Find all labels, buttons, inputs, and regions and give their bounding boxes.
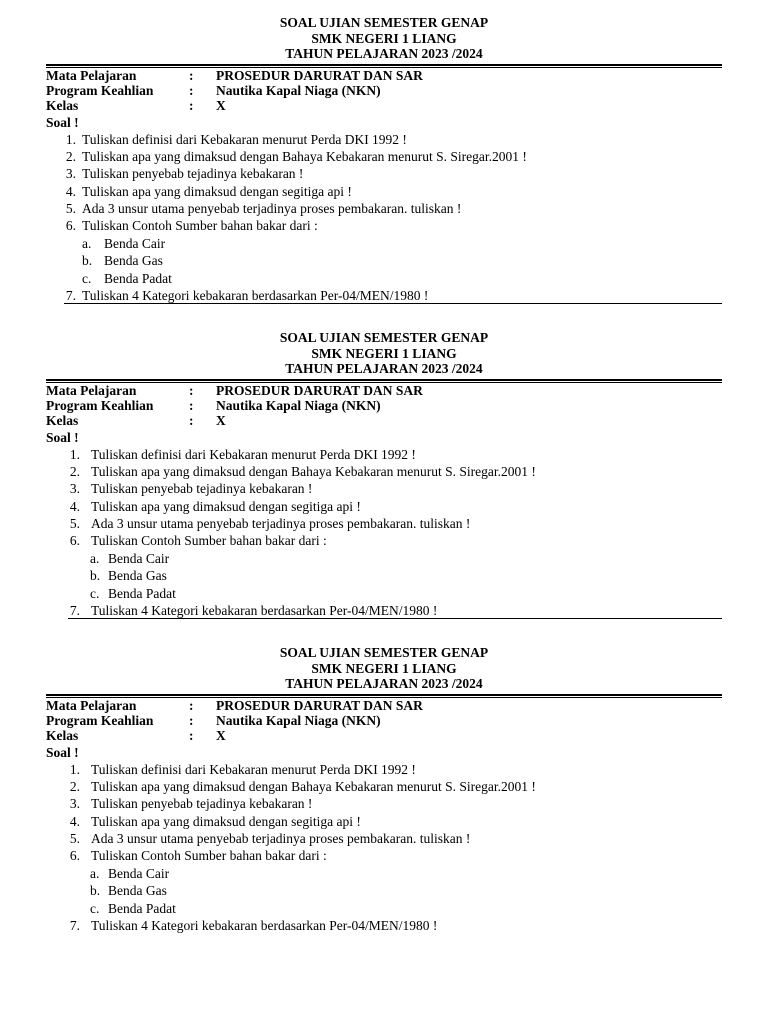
question-text: Tuliskan penyebab tejadinya kebakaran ! [82, 166, 304, 182]
sub-item [46, 567, 722, 584]
question-number: 1. [69, 761, 80, 777]
meta-colon: : [189, 712, 194, 728]
header-title: SOAL UJIAN SEMESTER GENAP [279, 330, 489, 345]
sub-letter: b. [82, 253, 93, 269]
meta-label: Program Keahlian [46, 82, 154, 98]
meta-program [46, 83, 722, 98]
question-number: 1. [69, 446, 80, 462]
meta-colon: : [189, 67, 194, 83]
meta-colon: : [189, 397, 194, 413]
question-number: 3. [65, 166, 76, 182]
meta-colon: : [189, 697, 194, 713]
question-item [46, 795, 722, 812]
exam-sheet-2 [46, 330, 722, 619]
sub-text: Benda Cair [108, 865, 170, 881]
sub-letter: b. [90, 568, 101, 584]
sub-letter: c. [82, 270, 92, 286]
meta-colon: : [189, 97, 194, 113]
sub-text: Benda Gas [104, 253, 163, 269]
header-title: SOAL UJIAN SEMESTER GENAP [279, 645, 489, 660]
question-number: 6. [65, 218, 76, 234]
soal-label: Soal ! [46, 114, 79, 130]
meta-value: X [216, 727, 226, 743]
sub-letter: b. [90, 883, 101, 899]
question-item [46, 480, 722, 497]
meta-value: Nautika Kapal Niaga (NKN) [216, 397, 381, 413]
question-text: Tuliskan apa yang dimaksud dengan segitiga api ! [91, 813, 361, 829]
header-year: TAHUN PELAJARAN 2023 /2024 [285, 361, 483, 376]
question-item [46, 131, 722, 148]
sub-item [46, 252, 722, 269]
header-school: SMK NEGERI 1 LIANG [311, 660, 457, 676]
meta-colon: : [189, 727, 194, 743]
sub-text: Benda Cair [104, 235, 166, 251]
question-item [46, 498, 722, 515]
sub-item [46, 585, 722, 602]
meta-subject [46, 68, 722, 83]
sub-item [46, 270, 722, 287]
question-item [46, 778, 722, 795]
meta-colon: : [189, 82, 194, 98]
question-number: 5. [69, 516, 80, 532]
question-item [46, 917, 722, 934]
question-item [46, 515, 722, 532]
sub-letter: a. [90, 550, 100, 566]
meta-value: X [216, 412, 226, 428]
meta-label: Mata Pelajaran [46, 382, 137, 398]
question-number: 7. [69, 918, 80, 934]
meta-class [46, 413, 722, 428]
header-title: SOAL UJIAN SEMESTER GENAP [279, 15, 489, 30]
sub-letter: c. [90, 900, 100, 916]
meta-value: PROSEDUR DARURAT DAN SAR [216, 382, 423, 398]
question-item [46, 446, 722, 463]
sub-text: Benda Padat [104, 270, 172, 286]
question-text: Ada 3 unsur utama penyebab terjadinya proses pembakaran. tuliskan ! [91, 831, 471, 847]
question-text: Ada 3 unsur utama penyebab terjadinya proses pembakaran. tuliskan ! [91, 516, 471, 532]
exam-sheet-1 [46, 15, 722, 304]
meta-subject [46, 698, 722, 713]
sub-text: Benda Gas [108, 568, 167, 584]
question-item [46, 532, 722, 549]
meta-label: Kelas [46, 97, 79, 113]
sub-text: Benda Cair [108, 550, 170, 566]
meta-value: PROSEDUR DARURAT DAN SAR [216, 67, 423, 83]
question-item [46, 183, 722, 200]
question-number: 5. [69, 831, 80, 847]
question-text: Ada 3 unsur utama penyebab terjadinya proses pembakaran. tuliskan ! [82, 201, 462, 217]
question-number: 4. [69, 813, 80, 829]
meta-value: Nautika Kapal Niaga (NKN) [216, 712, 381, 728]
question-text: Tuliskan apa yang dimaksud dengan Bahaya Kebakaran menurut S. Siregar.2001 ! [91, 778, 536, 794]
question-number: 4. [65, 183, 76, 199]
meta-label: Program Keahlian [46, 712, 154, 728]
question-item [46, 217, 722, 234]
question-text: Tuliskan Contoh Sumber bahan bakar dari : [91, 533, 327, 549]
question-number: 2. [69, 778, 80, 794]
question-item [46, 602, 722, 619]
question-text: Tuliskan apa yang dimaksud dengan segitiga api ! [91, 498, 361, 514]
question-text: Tuliskan definisi dari Kebakaran menurut Perda DKI 1992 ! [91, 761, 416, 777]
question-text: Tuliskan definisi dari Kebakaran menurut Perda DKI 1992 ! [91, 446, 416, 462]
question-text: Tuliskan definisi dari Kebakaran menurut Perda DKI 1992 ! [82, 131, 407, 147]
question-item [46, 287, 722, 304]
question-text: Tuliskan apa yang dimaksud dengan Bahaya Kebakaran menurut S. Siregar.2001 ! [82, 148, 527, 164]
question-item [46, 761, 722, 778]
question-text: Tuliskan apa yang dimaksud dengan Bahaya Kebakaran menurut S. Siregar.2001 ! [91, 463, 536, 479]
section-rule [64, 303, 722, 304]
meta-label: Kelas [46, 727, 79, 743]
meta-value: PROSEDUR DARURAT DAN SAR [216, 697, 423, 713]
question-text: Tuliskan 4 Kategori kebakaran berdasarkan Per-04/MEN/1980 ! [82, 288, 429, 304]
meta-value: Nautika Kapal Niaga (NKN) [216, 82, 381, 98]
sub-item [46, 865, 722, 882]
meta-label: Program Keahlian [46, 397, 154, 413]
question-number: 6. [69, 533, 80, 549]
question-number: 5. [65, 201, 76, 217]
soal-label: Soal ! [46, 744, 79, 760]
question-item [46, 165, 722, 182]
question-number: 7. [69, 603, 80, 619]
question-text: Tuliskan Contoh Sumber bahan bakar dari : [91, 848, 327, 864]
exam-sheet-3 [46, 645, 722, 934]
meta-program [46, 398, 722, 413]
section-rule [68, 618, 722, 619]
question-item [46, 148, 722, 165]
header-school: SMK NEGERI 1 LIANG [311, 345, 457, 361]
question-number: 3. [69, 481, 80, 497]
meta-class [46, 98, 722, 113]
sub-item [46, 550, 722, 567]
meta-value: X [216, 97, 226, 113]
question-item [46, 847, 722, 864]
sub-item [46, 900, 722, 917]
sub-letter: c. [90, 585, 100, 601]
meta-label: Mata Pelajaran [46, 67, 137, 83]
sub-item [46, 882, 722, 899]
question-item [46, 813, 722, 830]
meta-colon: : [189, 412, 194, 428]
sub-letter: a. [82, 235, 92, 251]
header-year: TAHUN PELAJARAN 2023 /2024 [285, 46, 483, 61]
header-school: SMK NEGERI 1 LIANG [311, 30, 457, 46]
meta-subject [46, 383, 722, 398]
question-item [46, 830, 722, 847]
question-number: 2. [65, 148, 76, 164]
question-text: Tuliskan penyebab tejadinya kebakaran ! [91, 796, 313, 812]
question-text: Tuliskan penyebab tejadinya kebakaran ! [91, 481, 313, 497]
question-number: 1. [65, 131, 76, 147]
sub-text: Benda Padat [108, 900, 176, 916]
question-number: 3. [69, 796, 80, 812]
header-year: TAHUN PELAJARAN 2023 /2024 [285, 676, 483, 691]
question-text: Tuliskan Contoh Sumber bahan bakar dari : [82, 218, 318, 234]
sub-text: Benda Padat [108, 585, 176, 601]
sub-item [46, 235, 722, 252]
soal-label: Soal ! [46, 429, 79, 445]
question-number: 2. [69, 463, 80, 479]
question-text: Tuliskan 4 Kategori kebakaran berdasarkan Per-04/MEN/1980 ! [91, 918, 438, 934]
question-number: 6. [69, 848, 80, 864]
sub-text: Benda Gas [108, 883, 167, 899]
meta-program [46, 713, 722, 728]
sub-letter: a. [90, 865, 100, 881]
question-text: Tuliskan apa yang dimaksud dengan segitiga api ! [82, 183, 352, 199]
question-text: Tuliskan 4 Kategori kebakaran berdasarkan Per-04/MEN/1980 ! [91, 603, 438, 619]
meta-label: Mata Pelajaran [46, 697, 137, 713]
question-number: 7. [65, 288, 76, 304]
question-item [46, 463, 722, 480]
meta-label: Kelas [46, 412, 79, 428]
meta-class [46, 728, 722, 743]
question-number: 4. [69, 498, 80, 514]
meta-colon: : [189, 382, 194, 398]
question-item [46, 200, 722, 217]
